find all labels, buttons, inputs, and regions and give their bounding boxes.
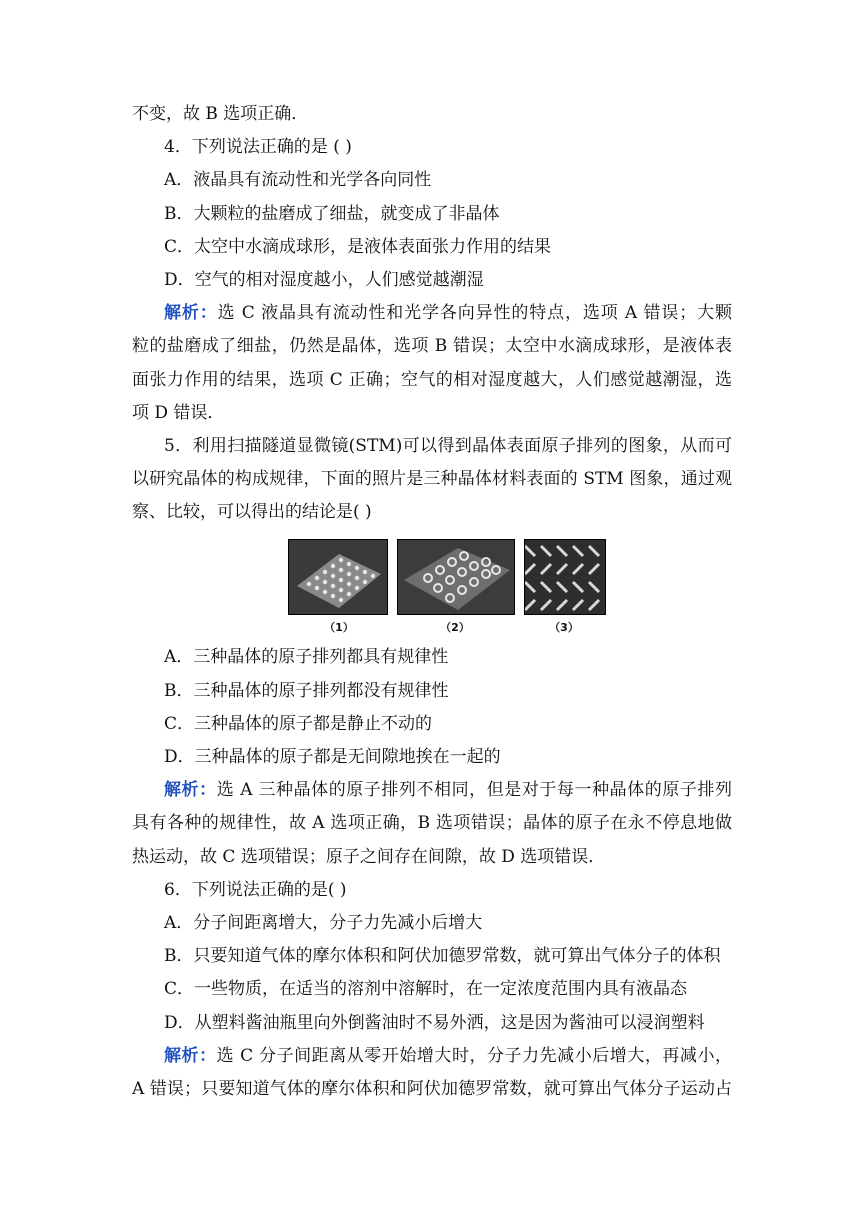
answer-5-line: 热运动，故 C 选项错误；原子之间存在间隙，故 D 选项错误． [132,846,606,867]
figure-caption-3: （3） [549,621,579,635]
question-4-option-a: A．液晶具有流动性和光学各向同性 [164,170,432,191]
answer-6-line [132,1040,732,1073]
question-5-line: 察、比较，可以得出的结论是( ) [132,502,372,523]
answer-label: 解析： [164,780,217,801]
question-5-option-d: D．三种晶体的原子都是无间隙地挨在一起的 [164,747,501,767]
answer-4-line: 粒的盐磨成了细盐，仍然是晶体，选项 B 错误；太空中水滴成球形，是液体表 [132,336,732,357]
answer-6-line: A 错误；只要知道气体的摩尔体积和阿伏加德罗常数，就可算出气体分子运动占 [132,1078,732,1099]
answer-5-line: 具有各种的规律性，故 A 选项正确，B 选项错误；晶体的原子在永不停息地做 [132,813,732,834]
stm-image-1 [288,539,388,615]
question-4: 4．下列说法正确的是 ( ) [164,137,352,158]
figure-caption-2: （2） [440,621,470,635]
document-page [132,98,732,1106]
stm-image-3 [524,539,606,615]
answer-6-text: 选 C 分子间距离从零开始增大时，分子力先减小后增大，再减小， [216,1045,733,1066]
question-4-option-d: D．空气的相对湿度越小，人们感觉越潮湿 [164,269,484,290]
question-5-line: 5．利用扫描隧道显微镜(STM)可以得到晶体表面原子排列的图象，从而可 [164,435,732,456]
question-5-option-b: B．三种晶体的原子排列都没有规律性 [164,680,449,701]
stm-image-2 [397,539,515,615]
question-6-option-d: D．从塑料酱油瓶里向外倒酱油时不易外洒，这是因为酱油可以浸润塑料 [164,1012,705,1033]
question-5-line: 以研究晶体的构成规律，下面的照片是三种晶体材料表面的 STM 图象，通过观 [132,469,732,490]
answer-4-line: 面张力作用的结果，选项 C 正确；空气的相对湿度越大，人们感觉越潮湿，选 [132,369,732,390]
answer-label: 解析： [164,1045,217,1066]
answer-4-text: 选 C 液晶具有流动性和光学各向异性的特点，选项 A 错误；大颗 [217,303,732,324]
question-6: 6．下列说法正确的是( ) [164,879,347,900]
answer-5-line [132,774,732,807]
text-line: 不变，故 B 选项正确． [132,104,309,124]
answer-5-text: 选 A 三种晶体的原子排列不相同，但是对于每一种晶体的原子排列 [216,780,732,801]
question-4-option-b: B．大颗粒的盐磨成了细盐，就变成了非晶体 [164,203,500,224]
answer-4-line: 项 D 错误． [132,402,225,423]
stm-figure [132,539,732,635]
question-5-option-a: A．三种晶体的原子排列都具有规律性 [164,647,449,668]
question-6-option-b: B．只要知道气体的摩尔体积和阿伏加德罗常数，就可算出气体分子的体积 [164,946,721,967]
question-6-option-a: A．分子间距离增大，分子力先减小后增大 [164,912,483,933]
question-5-option-c: C．三种晶体的原子都是静止不动的 [164,713,433,734]
question-4-option-c: C．太空中水滴成球形，是液体表面张力作用的结果 [164,236,552,257]
question-6-option-c: C．一些物质，在适当的溶剂中溶解时，在一定浓度范围内具有液晶态 [164,979,688,1000]
answer-4-line [132,297,732,330]
answer-label: 解析： [164,303,218,324]
figure-caption-1: （1） [324,621,354,635]
